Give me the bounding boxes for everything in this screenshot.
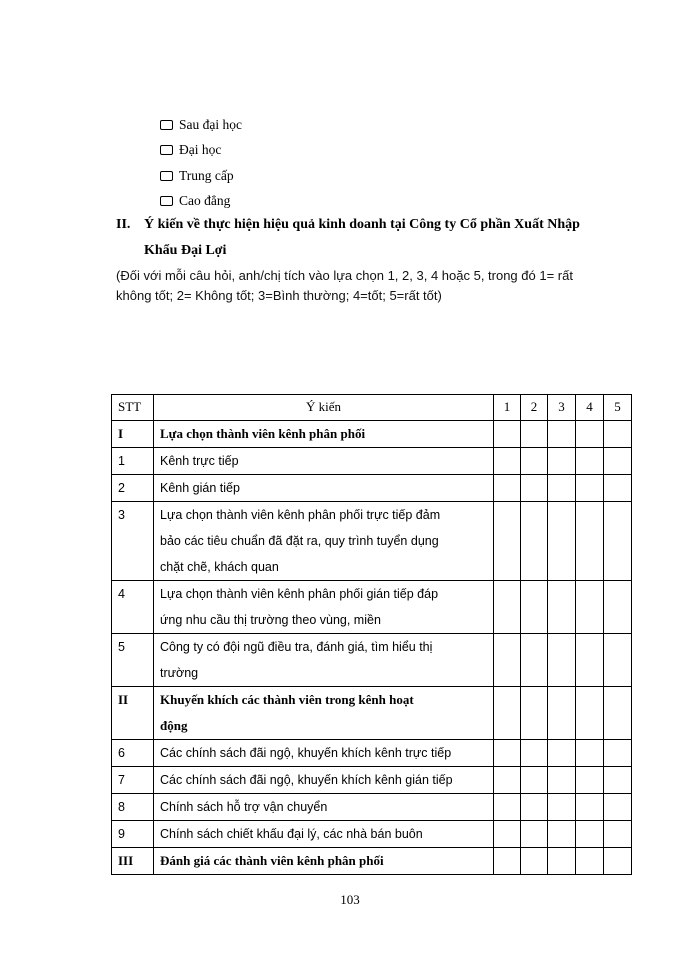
- header-score-3: 3: [548, 395, 576, 421]
- table-row: [112, 740, 632, 767]
- header-score-2: 2: [521, 395, 548, 421]
- score-cell-5[interactable]: [604, 740, 632, 767]
- option-label: Cao đẳng: [179, 193, 231, 209]
- checkbox-icon[interactable]: [160, 196, 173, 206]
- score-cell-1[interactable]: [494, 821, 521, 848]
- instructions-line2: không tốt; 2= Không tốt; 3=Bình thường; 4=tốt; 5=rất tốt): [116, 288, 442, 303]
- score-cell-4[interactable]: [576, 848, 604, 875]
- score-cell-3[interactable]: [548, 821, 576, 848]
- option-label: Sau đại học: [179, 116, 242, 132]
- row-stt: 5: [112, 634, 154, 687]
- score-cell-1[interactable]: [494, 767, 521, 794]
- score-cell-5[interactable]: [604, 794, 632, 821]
- table-row: [112, 767, 632, 794]
- score-cell-5[interactable]: [604, 634, 632, 687]
- score-cell-5[interactable]: [604, 502, 632, 581]
- score-cell-2[interactable]: [521, 581, 548, 634]
- score-cell-3[interactable]: [548, 634, 576, 687]
- opinion-line: Khuyến khích các thành viên trong kênh hoạt: [160, 692, 414, 707]
- score-cell-5[interactable]: [604, 821, 632, 848]
- score-cell-4[interactable]: [576, 821, 604, 848]
- score-cell-4[interactable]: [576, 475, 604, 502]
- option-row[interactable]: [160, 138, 242, 164]
- opinion-line: Các chính sách đãi ngộ, khuyến khích kênh trực tiếp: [160, 746, 452, 760]
- opinion-line: Đánh giá các thành viên kênh phân phối: [160, 853, 384, 868]
- opinion-line: ứng nhu cầu thị trường theo vùng, miền: [160, 613, 381, 627]
- opinion-line: bảo các tiêu chuẩn đã đặt ra, quy trình tuyển dụng: [160, 534, 439, 548]
- score-cell-1[interactable]: [494, 687, 521, 740]
- table-row: [112, 448, 632, 475]
- score-cell-1[interactable]: [494, 421, 521, 448]
- option-label: Trung cấp: [179, 167, 234, 183]
- score-cell-3[interactable]: [548, 687, 576, 740]
- row-stt: 3: [112, 502, 154, 581]
- opinion-line: chặt chẽ, khách quan: [160, 560, 279, 574]
- score-cell-4[interactable]: [576, 581, 604, 634]
- checkbox-icon[interactable]: [160, 120, 173, 130]
- section-number: II.: [116, 217, 131, 232]
- row-opinion: [154, 687, 494, 740]
- score-cell-3[interactable]: [548, 767, 576, 794]
- opinion-line: Kênh trực tiếp: [160, 454, 239, 468]
- row-stt: 9: [112, 821, 154, 848]
- score-cell-3[interactable]: [548, 848, 576, 875]
- score-cell-1[interactable]: [494, 502, 521, 581]
- score-cell-2[interactable]: [521, 821, 548, 848]
- table-row: [112, 581, 632, 634]
- score-cell-1[interactable]: [494, 581, 521, 634]
- table-row: [112, 821, 632, 848]
- score-cell-3[interactable]: [548, 475, 576, 502]
- score-cell-5[interactable]: [604, 687, 632, 740]
- score-cell-1[interactable]: [494, 740, 521, 767]
- row-stt: II: [112, 687, 154, 740]
- table-group-row: [112, 687, 632, 740]
- row-stt: 6: [112, 740, 154, 767]
- row-stt: I: [112, 421, 154, 448]
- row-opinion: [154, 794, 494, 821]
- opinion-line: trường: [160, 666, 199, 680]
- education-options: [160, 112, 242, 214]
- table-row: [112, 634, 632, 687]
- survey-table: [111, 394, 632, 875]
- score-cell-4[interactable]: [576, 687, 604, 740]
- score-cell-5[interactable]: [604, 767, 632, 794]
- section-heading: [116, 212, 636, 264]
- score-cell-5[interactable]: [604, 475, 632, 502]
- score-cell-3[interactable]: [548, 502, 576, 581]
- score-cell-4[interactable]: [576, 634, 604, 687]
- score-cell-4[interactable]: [576, 421, 604, 448]
- header-score-5: 5: [604, 395, 632, 421]
- option-label: Đại học: [179, 142, 222, 158]
- option-row[interactable]: [160, 112, 242, 138]
- score-cell-3[interactable]: [548, 581, 576, 634]
- score-cell-2[interactable]: [521, 687, 548, 740]
- table-row: [112, 475, 632, 502]
- option-row[interactable]: [160, 163, 242, 189]
- header-score-1: 1: [494, 395, 521, 421]
- row-stt: 1: [112, 448, 154, 475]
- table-group-row: [112, 421, 632, 448]
- row-stt: 8: [112, 794, 154, 821]
- score-cell-4[interactable]: [576, 502, 604, 581]
- score-cell-2[interactable]: [521, 634, 548, 687]
- header-opinion: Ý kiến: [154, 395, 494, 421]
- opinion-line: Lựa chọn thành viên kênh phân phối trực tiếp đảm: [160, 508, 441, 522]
- score-cell-5[interactable]: [604, 848, 632, 875]
- score-cell-2[interactable]: [521, 794, 548, 821]
- table-body: [112, 421, 632, 875]
- row-stt: 7: [112, 767, 154, 794]
- row-opinion: [154, 740, 494, 767]
- score-cell-2[interactable]: [521, 448, 548, 475]
- checkbox-icon[interactable]: [160, 171, 173, 181]
- score-cell-5[interactable]: [604, 421, 632, 448]
- score-cell-2[interactable]: [521, 502, 548, 581]
- header-stt: STT: [112, 395, 154, 421]
- score-cell-3[interactable]: [548, 794, 576, 821]
- row-stt: 2: [112, 475, 154, 502]
- row-opinion: [154, 448, 494, 475]
- opinion-line: Các chính sách đãi ngộ, khuyến khích kênh gián tiếp: [160, 773, 453, 787]
- score-cell-3[interactable]: [548, 740, 576, 767]
- score-cell-1[interactable]: [494, 448, 521, 475]
- header-score-4: 4: [576, 395, 604, 421]
- row-opinion: [154, 421, 494, 448]
- score-cell-5[interactable]: [604, 448, 632, 475]
- score-cell-4[interactable]: [576, 767, 604, 794]
- checkbox-icon[interactable]: [160, 145, 173, 155]
- row-opinion: [154, 634, 494, 687]
- section-title-line2: Khẩu Đại Lợi: [144, 243, 227, 258]
- row-stt: 4: [112, 581, 154, 634]
- score-cell-4[interactable]: [576, 740, 604, 767]
- score-cell-2[interactable]: [521, 421, 548, 448]
- score-cell-2[interactable]: [521, 767, 548, 794]
- score-cell-1[interactable]: [494, 634, 521, 687]
- score-cell-1[interactable]: [494, 848, 521, 875]
- opinion-line: động: [160, 718, 188, 733]
- table-row: [112, 794, 632, 821]
- score-cell-4[interactable]: [576, 794, 604, 821]
- row-stt: III: [112, 848, 154, 875]
- score-cell-4[interactable]: [576, 448, 604, 475]
- row-opinion: [154, 767, 494, 794]
- opinion-line: Công ty có đội ngũ điều tra, đánh giá, tìm hiểu thị: [160, 640, 433, 654]
- table-row: [112, 502, 632, 581]
- row-opinion: [154, 581, 494, 634]
- score-cell-5[interactable]: [604, 581, 632, 634]
- instructions-line1: (Đối với mỗi câu hỏi, anh/chị tích vào lựa chọn 1, 2, 3, 4 hoặc 5, trong đó 1= rất: [116, 268, 573, 283]
- score-cell-1[interactable]: [494, 475, 521, 502]
- option-row[interactable]: [160, 189, 242, 215]
- opinion-line: Chính sách chiết khấu đại lý, các nhà bán buôn: [160, 827, 423, 841]
- section-title-line1: Ý kiến về thực hiện hiệu quả kinh doanh tại Công ty Cổ phần Xuất Nhập: [144, 217, 580, 232]
- opinion-line: Lựa chọn thành viên kênh phân phối: [160, 426, 366, 441]
- score-cell-3[interactable]: [548, 421, 576, 448]
- opinion-line: Lựa chọn thành viên kênh phân phối gián tiếp đáp: [160, 587, 439, 601]
- score-cell-3[interactable]: [548, 448, 576, 475]
- score-cell-2[interactable]: [521, 475, 548, 502]
- page-number: 103: [340, 892, 360, 907]
- table-group-row: [112, 848, 632, 875]
- table-header-row: [112, 395, 632, 421]
- row-opinion: [154, 848, 494, 875]
- row-opinion: [154, 821, 494, 848]
- row-opinion: [154, 502, 494, 581]
- score-cell-2[interactable]: [521, 848, 548, 875]
- instructions: [116, 266, 641, 306]
- opinion-line: Chính sách hỗ trợ vận chuyển: [160, 800, 328, 814]
- score-cell-2[interactable]: [521, 740, 548, 767]
- row-opinion: [154, 475, 494, 502]
- opinion-line: Kênh gián tiếp: [160, 481, 240, 495]
- score-cell-1[interactable]: [494, 794, 521, 821]
